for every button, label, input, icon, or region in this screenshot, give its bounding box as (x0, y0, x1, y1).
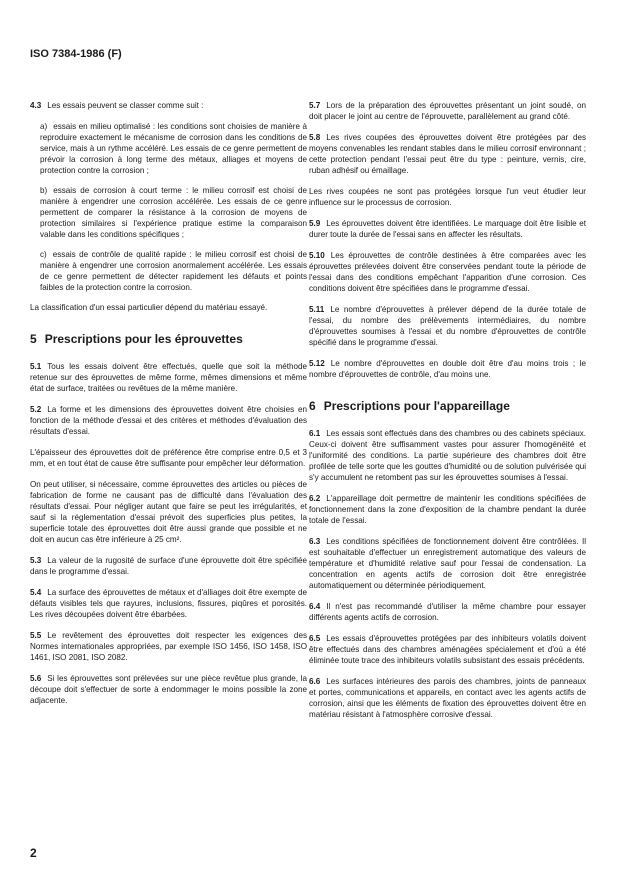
clause-text: L'appareillage doit permettre de maintenir les conditions spécifiées de fonctionnement dans la zone d'exposition de la chambre pendant la durée totale de l'essai. (309, 494, 586, 526)
classification-paragraph: La classification d'un essai particulier dépend du matériau essayé. (30, 303, 268, 312)
clause-5-3 (30, 555, 307, 577)
clause-number: 4.3 (30, 101, 42, 110)
clause-text: Les rives coupées des éprouvettes doivent être protégées par des moyens convenables les rendant stables dans le milieu corrosif environnant ; cette protection pendant l'essai peut être du type : peinture, vernis, cire, ruban adhésif ou émaillage. (309, 133, 586, 175)
clause-5-12 (309, 358, 586, 380)
list-item-b (40, 185, 307, 240)
clause-5-6 (30, 673, 307, 706)
clause-text: Les éprouvettes de contrôle destinées à être comparées avec les éprouvettes prélevées doivent être conservées pendant toute la période de l'essai dans des conditions empêchant l'apparition d'une corrosion. Ces conditions doivent être spécifiées dans le programme d'essai. (309, 251, 586, 293)
document-header: ISO 7384-1986 (F) (30, 48, 122, 60)
clause-6-2 (309, 493, 586, 526)
clause-5-10 (309, 250, 586, 294)
clause-5-5 (30, 630, 307, 663)
clause-number: 6.3 (309, 537, 321, 547)
clause-text: Le nombre d'éprouvettes en double doit être d'au moins trois ; le nombre d'éprouvettes de contrôle, d'au moins une. (309, 359, 586, 379)
clause-text: Les éprouvettes doivent être identifiées. Le marquage doit être lisible et durer toute la durée de l'essai sans en affecter les résultats. (309, 219, 586, 239)
clause-text: La surface des éprouvettes de métaux et d'alliages doit être exempte de défauts visibles tels que rayures, inclusions, fissures, piqûres et porosités. Les rives découpées doivent être ébarbées. (30, 588, 307, 620)
list-item-a (40, 121, 307, 176)
clause-text: Lors de la préparation des éprouvettes présentant un joint soudé, on doit placer le joint au centre de l'éprouvette, parallèlement au grand côté. (309, 101, 586, 121)
clause-6-5 (309, 633, 586, 666)
clause-5-1 (30, 361, 307, 394)
clause-4-3 (30, 100, 307, 111)
clause-number: 5.4 (30, 588, 42, 598)
clause-text: Si les éprouvettes sont prélevées sur une pièce revêtue plus grande, la découpe doit s'effectuer de sorte à endommager le moins possible la zone adjacente. (30, 674, 307, 706)
clause-number: 5.10 (309, 251, 325, 260)
clause-5-8 (309, 132, 586, 176)
articles-paragraph: On peut utiliser, si nécessaire, comme éprouvettes des articles ou pièces de fabrication de forme ne causant pas de difficulté dans l'évaluation des résultats d'essai. Pour négliger autant que faire se peut les irrégularités, et sauf si la réglementation d'essai prévoit des superficies plus petites, la superficie totale des éprouvettes doit être aussi grande que possible et ne doit en aucun cas être inférieure à 25 cm². (30, 480, 307, 545)
left-column (30, 100, 307, 716)
clause-text: Tous les essais doivent être effectués, quelle que soit la méthode retenue sur des éprouvettes de même forme, mêmes dimensions et même état de surface, traitées ou revêtues de la même manière. (30, 362, 307, 394)
clause-5-11 (309, 304, 586, 348)
item-text: essais de corrosion à court terme : le milieu corrosif est choisi de manière à engendrer une corrosion accélérée. Les essais de ce genre permettent de comparer la résistance à la corrosion de moyens de protection similaires si l'expérience pratique estime la comparaison valable dans les conditions spécifiques ; (40, 186, 307, 239)
clause-text: Les essais d'éprouvettes protégées par des inhibiteurs volatils doivent être effectués dans des chambres aménagées spécialement et d'où a été éliminée toute trace des inhibiteurs volatils subsistant des essais précédents. (309, 634, 586, 666)
clause-number: 6.4 (309, 602, 321, 612)
clause-number: 6.6 (309, 677, 321, 687)
clause-6-3 (309, 536, 586, 591)
clause-5-2 (30, 404, 307, 437)
list-item-c (40, 249, 307, 293)
thickness-paragraph: L'épaisseur des éprouvettes doit de préférence être comprise entre 0,5 et 3 mm, et en tout état de cause être suffisante pour empêcher leur déformation. (30, 448, 307, 469)
clause-number: 6.2 (309, 494, 321, 504)
section-number: 6 (309, 399, 316, 413)
clause-number: 5.6 (30, 674, 42, 684)
item-text: essais de contrôle de qualité rapide : le milieu corrosif est choisi de manière à engendrer une corrosion anormalement accélérée. Les essais de ce genre permettent de détecter rapidement les défauts et points faibles de la protection contre la corrosion. (40, 250, 307, 292)
clause-6-6 (309, 676, 586, 720)
section-6-heading (309, 398, 586, 414)
clause-number: 5.7 (309, 101, 321, 110)
right-column (309, 100, 586, 730)
section-title: Prescriptions pour l'appareillage (323, 399, 510, 413)
item-label: a) (40, 122, 48, 131)
clause-text: Les conditions spécifiées de fonctionnement doivent être contrôlées. Il est souhaitable d'effectuer un enregistrement automatique des valeurs de température et d'humidité relative sauf pour l'essai de condensation. La concentration en agents actifs de corrosion doit être enregistrée automatiquement ou déterminée périodiquement. (309, 537, 586, 591)
clause-5-4 (30, 587, 307, 620)
clause-text: Les surfaces intérieures des parois des chambres, joints de panneaux et portes, communications et appareils, en contact avec les agents actifs de corrosion, ainsi que les éléments de fixation des éprouvettes doivent être en matériau résistant à l'atmosphère corrosive d'essai. (309, 677, 586, 720)
cut-edges-paragraph: Les rives coupées ne sont pas protégées lorsque l'un veut étudier leur influence sur le processus de corrosion. (309, 187, 586, 207)
clause-number: 5.5 (30, 631, 42, 641)
clause-6-1 (309, 428, 586, 483)
clause-5-7 (309, 100, 586, 122)
clause-number: 6.1 (309, 429, 321, 439)
item-label: c) (40, 250, 47, 259)
section-title: Prescriptions pour les éprouvettes (44, 332, 243, 346)
clause-6-4 (309, 601, 586, 623)
clause-text: Il n'est pas recommandé d'utiliser la même chambre pour essayer différents agents actifs de corrosion. (309, 602, 586, 623)
clause-number: 5.1 (30, 362, 42, 372)
clause-5-9 (309, 218, 586, 240)
clause-text: Les essais peuvent se classer comme suit : (47, 101, 204, 110)
clause-number: 5.8 (309, 133, 321, 142)
clause-text: La valeur de la rugosité de surface d'une éprouvette doit être spécifiée dans le programme d'essai. (30, 556, 307, 577)
clause-text: La forme et les dimensions des éprouvettes doivent être choisies en fonction de la méthode d'essai et des critères et méthodes d'évaluation des résultats d'essai. (30, 405, 307, 437)
clause-number: 5.12 (309, 359, 325, 368)
clause-number: 5.2 (30, 405, 42, 415)
item-text: essais en milieu optimalisé : les conditions sont choisies de manière à reproduire exactement le mécanisme de corrosion dans les conditions de service, mais à un rythme accéléré. Les essais de ce genre permettent de prévoir la corrosion à long terme des métaux, alliages et moyens de protection contre la corrosion ; (40, 122, 307, 175)
clause-number: 5.3 (30, 556, 42, 566)
clause-text: Les essais sont effectués dans des chambres ou des cabinets spéciaux. Ceux-ci doivent être suffisamment vastes pour assurer l'homogénéité et l'uniformité des conditions. La partie supérieure des chambres doit être profilée de telle sorte que les gouttes d'humidité ou de solution pulvérisée qui s'y accumulent ne retombent pas sur les éprouvettes soumises à l'essai. (309, 429, 586, 483)
clause-number: 6.5 (309, 634, 321, 644)
page-number: 2 (30, 846, 37, 860)
clause-number: 5.9 (309, 219, 321, 228)
clause-text: Le revêtement des éprouvettes doit respecter les exigences des Normes internationales appropriées, par exemple ISO 1456, ISO 1458, ISO 1461, ISO 2081, ISO 2082. (30, 631, 307, 663)
section-number: 5 (30, 332, 37, 346)
item-label: b) (40, 186, 48, 195)
clause-number: 5.11 (309, 305, 325, 314)
clause-text: Le nombre d'éprouvettes à prélever dépend de la durée totale de l'essai, du nombre des prélèvements intermédiaires, du nombre d'éprouvettes soumises à l'essai et du nombre d'éprouvettes de contrôle spécifié dans le programme d'essai. (309, 305, 586, 347)
section-5-heading (30, 331, 307, 347)
